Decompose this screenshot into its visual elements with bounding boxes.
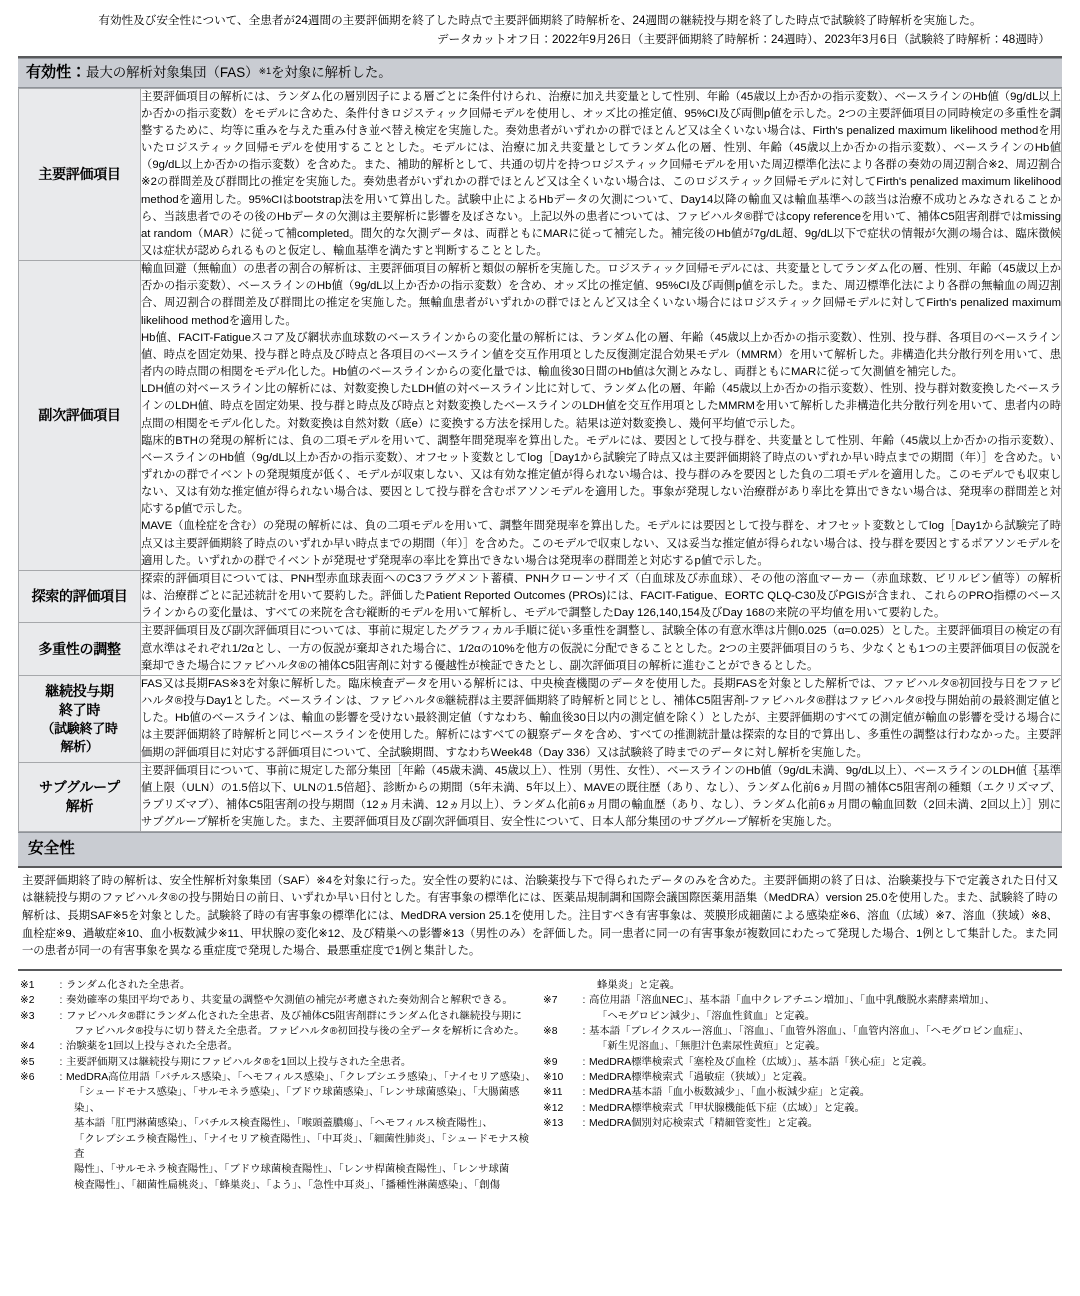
paragraph: 探索的評価項目については、PNH型赤血球表面へのC3フラグメント蓄積、PNHクローンサイズ（白血球及び赤血球）、その他の溶血マーカー（赤血球数、ビリルビン値等）の解析は、治療群ごとに記述統計を用いて要約した。評価したPatient Reported Outcomes (PROs)には、FACIT-Fatigue、EORTC QLQ-C30及びPGISが含まれ、これらのPRO指標のベースラインからの変化量は、すべての来院を含む縦断的モデルを用いて解析し、モデルで調整したDay 126,140,154及びDay 168の来院の平均値を用いて要約した。 [141, 572, 1061, 620]
footnote-marker: ※12 [543, 1102, 564, 1114]
footnotes-left-column [20, 978, 537, 1193]
footnote-item [543, 1024, 1060, 1039]
footnote-item [543, 1055, 1060, 1070]
footnote-colon: : [582, 1072, 586, 1084]
row-label-secondary-endpoint [19, 261, 141, 571]
footnote-text: ランダム化された全患者。 [66, 979, 191, 991]
footnote-colon: : [582, 995, 586, 1007]
intro-block [18, 10, 1062, 55]
row-label-text: 多重性の調整 [38, 640, 121, 657]
row-label-line: 解析） [60, 738, 99, 754]
intro-line-1: 有効性及び安全性について、全患者が24週間の主要評価期を終了した時点で主要評価期終了時解析を、24週間の継続投与期を終了した時点で試験終了時解析を実施した。 [98, 14, 982, 27]
footnote-text: 治験薬を1回以上投与された全患者。 [66, 1041, 239, 1053]
table-row [19, 762, 1062, 832]
footnote-text: MedDRA標準検索式「甲状腺機能低下症（広域）」と定義。 [589, 1102, 865, 1114]
footnote-item [543, 1070, 1060, 1085]
safety-section-header: 安全性 [18, 832, 1062, 867]
footnote-continuation: 「新生児溶血」、「無胆汁色素尿性黄疸」と定義。 [597, 1041, 826, 1053]
footnote-continuation: 検査陽性」、「細菌性扁桃炎」、「蜂巣炎」、「よう」、「急性中耳炎」、「播種性淋菌感染」、「創傷 [74, 1179, 500, 1191]
paragraph: Hb値、FACIT-Fatigueスコア及び網状赤血球数のベースラインからの変化量の解析には、ランダム化の層、年齢（45歳以上か否かの指示変数）、性別、投与群、各項目のベースライン値、時点を固定効果、投与群と時点及び時点と各項目のベースライン値を交互作用項とした反復測定混合効果モデル（MMRM）を用いて解析した。非構造化共分散行列を用いて、患者内の時点間の相関をモデル化した。Hb値のベースラインからの変化量では、輸血後30日間のHb値は欠測とみなし、両群ともにMARに従って欠測値を補完した。 [141, 331, 1061, 379]
row-label-multiplicity [19, 623, 141, 675]
footnote-marker: ※3 [20, 1010, 35, 1022]
paragraph: FAS又は長期FAS※3を対象に解析した。臨床検査データを用いる解析には、中央検査機関のデータを使用した。長期FASを対象とした解析では、ファビハルタ®初回投与日をファビハルタ®投与Day1とした。ベースラインは、ファビハルタ®継続群は主要評価期終了時解析と同じとし、補体C5阻害剤-ファビハルタ®群はファビハルタ®投与開始前の最終測定値とした。Hb値のベースラインは、輸血の影響を受けない最終測定値（すなわち、輸血後30日以内の測定値を除く）としたが、主要評価期のすべての測定値が輸血の影響を受ける場合には主要評価期終了時解析と同じベースラインを使用した。解析にはすべての観察データを含め、すべての推測統計量は探索的な目的で算出し、多重性の調整は行わなかった。主要評価期の評価項目に対応する評価項目について、全試験期間、すなわちWeek48（Day 336）又は試験終了時までのデータに対し解析を実施した。 [141, 677, 1061, 759]
paragraph: MAVE（血栓症を含む）の発現の解析には、負の二項モデルを用いて、調整年間発現率を算出した。モデルには要因として投与群を、オフセット変数としてlog［Day1から試験完了時点又は主要評価期終了時点のいずれか早い時点までの期間（年）］を含めた。このモデルで収束しない、又は妥当な推定値が得られない場合は、投与群を要因とするポアソンモデルを適用した。いずれかの群でイベントが発現せず発現率の率比を算出できない場合は発現率の群間差と対応するp値で示した。 [141, 520, 1061, 567]
footnote-text: MedDRA標準検索式「塞栓及び血栓（広域）」、基本語「狭心症」と定義。 [589, 1056, 933, 1068]
footnote-marker: ※8 [543, 1025, 558, 1037]
efficacy-subtitle-pre: 最大の解析対象集団（FAS） [85, 64, 259, 80]
row-label-line: サブグループ [39, 779, 120, 796]
footnote-continuation: 「ヘモグロビン減少」、「溶血性貧血」と定義。 [597, 1010, 816, 1022]
efficacy-section-header [18, 58, 1062, 88]
footnote-marker: ※9 [543, 1056, 558, 1068]
row-body-secondary-endpoint [141, 261, 1062, 571]
row-label-text: 探索的評価項目 [31, 588, 128, 605]
footnote-marker: ※7 [543, 995, 558, 1007]
footnote-item [20, 1039, 537, 1054]
footnote-colon: : [59, 979, 63, 991]
footnote-continuation: 陽性」、「サルモネラ検査陽性」、「ブドウ球菌検査陽性」、「レンサ桿菌検査陽性」、「レンサ球菌 [74, 1164, 510, 1176]
paragraph: LDH値の対ベースライン比の解析には、対数変換したLDH値の対ベースライン比に対して、ランダム化の層、年齢（45歳以上か否かの指示変数）、性別、投与群対数変換したベースラインのLDH値、時点を固定効果、投与群と時点及び時点と対数変換したベースラインのLDH値を交互作用項としたMMRMを用いて解析した非構造化共分散行列を用いて、患者内の時点間の相関をモデル化した。対数変換は自然対数（底e）に変換する方法を採用した。結果は逆対数変換し、幾何平均値で示した。 [141, 383, 1061, 430]
paragraph: 輸血回避（無輸血）の患者の割合の解析は、主要評価項目の解析と類似の解析を実施した。ロジスティック回帰モデルには、共変量としてランダム化の層、性別、年齢（45歳以上か否かの指示変数）、ベースラインのHb値（9g/dL以上か否かの指示変数）を含め、オッズ比の推定値、95%CI及び両側p値を示した。また、周辺標準化法により各群の無輸血の周辺割合、周辺割合の群間差及び群間比の推定を実施した。無輸血患者がいずれかの群でほとんど又は全くいない場合にはロジスティック回帰モデルに対してFirth's penalized maximum likelihood methodを適用した。 [141, 263, 1061, 327]
footnote-text: ファビハルタ®群にランダム化された全患者、及び補体C5阻害剤群にランダム化され継続投与期に [66, 1010, 522, 1022]
footnote-marker: ※1 [20, 979, 35, 991]
footnote-colon: : [59, 1072, 63, 1084]
row-label-subgroup-analysis [19, 762, 141, 832]
footnote-colon: : [582, 1025, 586, 1037]
footnote-text: 高位用語「溶血NEC」、基本語「血中クレアチニン増加」、「血中乳酸脱水素酵素増加」、 [589, 995, 995, 1007]
row-body-subgroup-analysis [141, 762, 1062, 832]
footnote-marker: ※5 [20, 1056, 35, 1068]
row-label-primary-endpoint [19, 88, 141, 261]
safety-paragraph: 主要評価期終了時の解析は、安全性解析対象集団（SAF）※4を対象に行った。安全性の要約には、治験薬投与下で得られたデータのみを含めた。主要評価期の終了日は、治験薬投与下で定義された日付又は継続投与期のファビハルタ®の投与開始日の前日、いずれか早い日付とした。有害事象の標準化には、医薬品規制調和国際会議国際医薬用語集（MedDRA）version 25.0を使用した。また、試験終了時の解析は、長期SAF※5を対象とした。試験終了時の有害事象の標準化には、MedDRA version 25.1を使用した。注目すべき有害事象は、莢膜形成細菌による感染症※6、溶血（広域）※7、溶血（狭域）※8、血栓症※9、過敏症※10、血小板数減少※11、甲状腺の変化※12、及び精巣への影響※13（男性のみ）を評価した。同一患者に同一の有害事象が複数回にわたって発現した場合、1例として集計した。また同一の患者が同一の有害事象を異なる重症度で発現した場合、最悪重症度で1例と集計した。 [22, 874, 1058, 958]
footnote-marker: ※2 [20, 995, 35, 1007]
footnote-colon: : [582, 1087, 586, 1099]
footnote-colon: : [582, 1056, 586, 1068]
footnote-continuation: 「シュードモナス感染」、「サルモネラ感染」、「ブドウ球菌感染」、「レンサ球菌感染」、「大腸菌感染」、 [74, 1087, 520, 1114]
row-label-line: 終了時 [58, 702, 101, 719]
analysis-methods-table [18, 88, 1062, 833]
footnote-marker: ※6 [20, 1072, 35, 1084]
table-row [19, 88, 1062, 261]
paragraph: 主要評価項目の解析には、ランダム化の層別因子による層ごとに条件付けられ、治療に加え共変量として性別、年齢（45歳以上か否かの指示変数）、ベースラインのHb値（9g/dL以上か否かの指示変数）をモデルに含めた、条件付きロジスティック回帰モデルを使用し、オッズ比の推定値、95%CI及び両側p値を示した。2つの主要評価項目の同時検定の多重性を調整するために、均等に重みを与えた重み付き並べ替え検定を実施した。奏効患者がいずれかの群でほとんど又は全くいない場合は、Firth's penalized maximum likelihood methodを用いたロジスティック回帰モデルを使用することとした。モデルには、治療に加え共変量としてランダム化の層、性別、年齢（45歳以上か否かの指示変数）、ベースラインのHb値（9g/dL以上か否かの指示変数）を含めた。また、補助的解析として、共通の切片を持つロジスティック回帰モデルを用いた周辺標準化法により各群の奏効の周辺割合※2、周辺割合※2の群間差及び群間比の推定を実施した。奏効患者がいずれかの群でほとんど又は全くいない場合は、このロジスティック回帰モデルに対してFirth's penalized maximum likelihood methodを適用した。95%CIはbootstrap法を用いて算出した。試験中止によるHbデータの欠測について、Day14以降の輸血又は輸血基準への該当は治療不成功とみなされることから、当該患者でのその後のHbデータの欠測は主要解析に影響を及ぼさない。上記以外の患者については、ファビハルタ®群ではcopy referenceを用いて、補体C5阻害剤群ではmissing at random（MAR）に従って補completed。間欠的な欠測データは、両群ともにMARに従って補完した。補完後のHb値が7g/dL超、9g/dL以下で症状の情報が欠測の場合は、臨床徴候又は症状が認められるものと仮定し、輸血基準を満たすと判断することとした。 [141, 90, 1061, 257]
row-label-extension-period [19, 675, 141, 762]
row-body-primary-endpoint [141, 88, 1062, 261]
row-label-exploratory-endpoint [19, 570, 141, 622]
footnote-text: 基本語「ブレイクスルー溶血」、「溶血」、「血管外溶血」、「血管内溶血」、「ヘモグロビン血症」、 [589, 1025, 1030, 1037]
footnote-text: 奏効確率の集団平均であり、共変量の調整や欠測値の補完が考慮された奏効割合と解釈できる。 [66, 995, 513, 1007]
intro-line-2: データカットオフ日：2022年9月26日（主要評価期終了時解析：24週時）、2023年3月6日（試験終了時解析：48週時） [436, 32, 1050, 46]
table-row [19, 675, 1062, 762]
table-row [19, 570, 1062, 622]
footnote-continuation: 「クレブシエラ検査陽性」、「ナイセリア検査陽性」、「中耳炎」、「細菌性肺炎」、「シュードモナス検査 [74, 1133, 530, 1161]
row-label-text: 主要評価項目 [38, 165, 121, 182]
footnotes-right-column [543, 978, 1060, 1193]
table-row [19, 261, 1062, 571]
row-body-exploratory-endpoint [141, 570, 1062, 622]
footnote-colon: : [59, 1041, 63, 1053]
footnote-continuation: 蜂巣炎」と定義。 [597, 979, 681, 991]
footnote-item [20, 978, 537, 993]
paragraph: 主要評価項目について、事前に規定した部分集団［年齢（45歳未満、45歳以上）、性別（男性、女性）、ベースラインのHb値（9g/dL未満、9g/dL以上）、ベースラインのLDH値｛基準値上限（ULN）の1.5倍以下、ULNの1.5倍超｝、診断からの期間（5年未満、5年以上）、MAVEの既往歴（あり、なし）、ランダム化前6ヵ月間の補体C5阻害剤の種類（エクリズマブ、ラブリズマブ）、補体C5阻害剤の投与期間（12ヵ月未満、12ヵ月以上）、ランダム化前6ヵ月間の輸血歴（あり、なし）、ランダム化前6ヵ月間の輸血回数（2回未満、2回以上）］別にサブグループ解析を実施した。また、主要評価項目及び副次評価項目、安全性について、日本人部分集団のサブグループ解析を実施した。 [141, 764, 1061, 829]
row-label-line: 継続投与期 [45, 683, 114, 700]
footnote-text: MedDRA基本語「血小板数減少」、「血小板減少症」と定義。 [589, 1087, 871, 1099]
footnote-item [543, 1116, 1060, 1131]
row-body-multiplicity [141, 623, 1062, 675]
footnotes-block [18, 971, 1062, 1193]
footnote-text: 主要評価期又は継続投与期にファビハルタ®を1回以上投与された全患者。 [66, 1056, 412, 1068]
footnote-continuation: ファビハルタ®投与に切り替えた全患者。ファビハルタ®初回投与後の全データを解析に含めた。 [74, 1025, 525, 1037]
footnote-colon: : [582, 1102, 586, 1114]
footnote-marker: ※4 [20, 1041, 35, 1053]
table-row [19, 623, 1062, 675]
footnote-colon: : [59, 1056, 63, 1068]
paragraph: 臨床的BTHの発現の解析には、負の二項モデルを用いて、調整年間発現率を算出した。モデルには、要因として投与群を、共変量として性別、年齢（45歳以上か否かの指示変数）、ベースラインのHb値（9g/dL以上か否かの指示変数）、オフセット変数としてlog［Day1から試験完了時点又は主要評価期終了時点のいずれか早い時点までの期間（年）］を含めた。いずれかの群でイベントの発現頻度が低く、モデルが収束しない、又は有効な推定値が得られない場合は、投与群のみを要因とした負の二項モデルを適用した。このモデルでも収束しない、又は有効な推定値が得られない場合は、要因として投与群を含むポアソンモデルを適用した。事象が発現しない治療群があり率比を算出できない場合は、発現率の群間差と対応するp値で示した。 [141, 434, 1061, 516]
footnote-item [543, 1085, 1060, 1100]
footnote-text: MedDRA個別対応検索式「精細管変性」と定義。 [589, 1118, 819, 1130]
footnote-marker: ※10 [543, 1072, 564, 1084]
row-label-line: 解析 [65, 797, 94, 814]
footnote-continuation: 基本語「肛門淋菌感染」、「バチルス検査陽性」、「喉頭蓋膿瘍」、「ヘモフィルス検査陽性」、 [74, 1118, 493, 1130]
footnote-colon: : [582, 1118, 586, 1130]
footnote-text: MedDRA標準検索式「過敏症（狭域）」と定義。 [589, 1072, 813, 1084]
table-body [19, 88, 1062, 832]
footnote-colon: : [59, 1010, 63, 1022]
footnote-item [543, 1101, 1060, 1116]
footnote-item [20, 1070, 537, 1085]
paragraph: 主要評価項目及び副次評価項目については、事前に規定したグラフィカル手順に従い多重性を調整し、試験全体の有意水準は片側0.025（α=0.025）とした。主要評価項目の検定の有意水準はそれぞれ1/2αとし、一方の仮説が棄却された場合に、1/2αの10%を他方の仮説に分配できることとした。2つの主要評価項目のうち、少なくとも1つの主要評価項目の仮説を棄却できた場合にファビハルタ®の補体C5阻害剤に対する優越性が検証できたとし、副次評価項目の解析に進むことができるとした。 [141, 625, 1061, 672]
row-body-extension-period [141, 675, 1062, 762]
efficacy-footnote-ref: ※1 [258, 65, 272, 76]
footnote-item [543, 993, 1060, 1008]
footnote-marker: ※13 [543, 1118, 564, 1130]
row-label-text: 副次評価項目 [38, 407, 121, 424]
footnote-colon: : [59, 995, 63, 1007]
footnote-marker: ※11 [543, 1087, 563, 1099]
row-label-line: （試験終了時 [41, 721, 118, 737]
efficacy-subtitle-post: を対象に解析した。 [271, 64, 392, 80]
footnote-item [20, 1009, 537, 1024]
footnote-text: MedDRA高位用語「バチルス感染」、「ヘモフィルス感染」、「クレブシエラ感染」、「ナイセリア感染」、 [66, 1072, 536, 1084]
footnote-item [20, 993, 537, 1008]
efficacy-title: 有効性： [26, 63, 86, 81]
footnote-item [20, 1055, 537, 1070]
